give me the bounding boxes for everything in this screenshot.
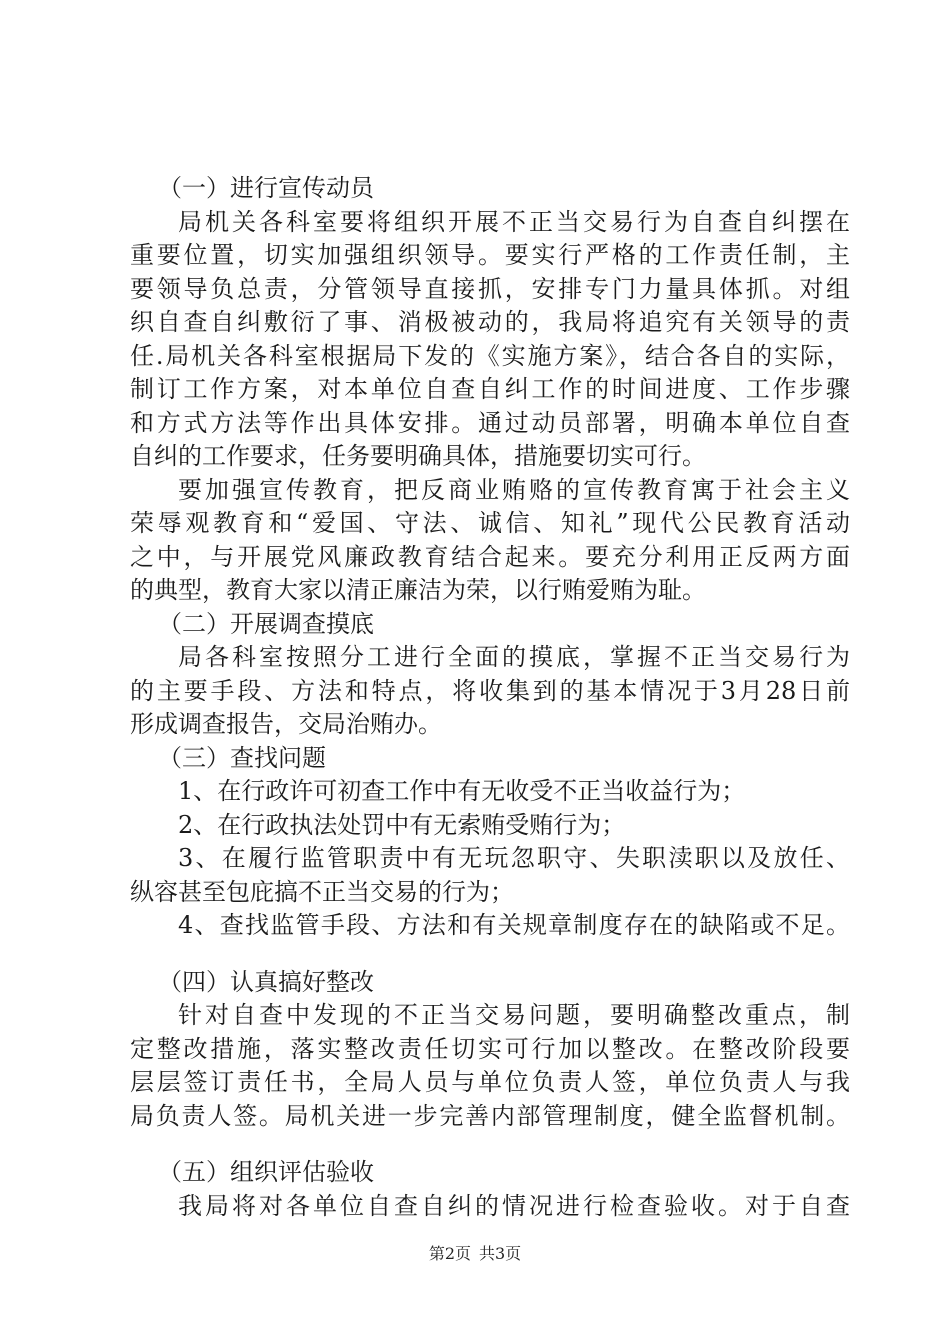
paragraph-5 bbox=[130, 1190, 850, 1224]
text-line: 制订工作方案，对本单位自查自纠工作的时间进度、工作步骤 bbox=[130, 375, 850, 403]
list-item: 3、在履行监管职责中有无玩忽职守、失职渎职以及放任、 bbox=[178, 844, 850, 872]
spacer bbox=[130, 943, 850, 966]
text-line: 任.局机关各科室根据局下发的《实施方案》，结合各自的实际， bbox=[130, 341, 850, 370]
text-line: 织自查自纠敷衍了事、消极被动的，我局将追究有关领导的责 bbox=[130, 308, 850, 336]
page-footer bbox=[0, 1243, 950, 1265]
page-number: 第2页 bbox=[428, 1244, 471, 1263]
text-line: 要领导负总责，分管领导直接抓，安排专门力量具体抓。对组 bbox=[130, 274, 850, 303]
text-line: 重要位置，切实加强组织领导。要实行严格的工作责任制，主 bbox=[130, 241, 850, 269]
text-line: 局各科室按照分工进行全面的摸底，掌握不正当交易行为 bbox=[178, 643, 850, 671]
text-line: 和方式方法等作出具体安排。通过动员部署，明确本单位自查 bbox=[130, 408, 850, 437]
list-item: 2、在行政执法处罚中有无索贿受贿行为； bbox=[178, 810, 626, 839]
paragraph-1 bbox=[130, 206, 850, 474]
list-item: 1、在行政许可初查工作中有无收受不正当收益行为； bbox=[178, 777, 746, 805]
text-line: 形成调查报告，交局治贿办。 bbox=[130, 710, 442, 738]
text-line: 定整改措施，落实整改责任切实可行加以整改。在整改阶段要 bbox=[130, 1034, 850, 1063]
spacer bbox=[130, 1133, 850, 1156]
text-line: 局机关各科室要将组织开展不正当交易行为自查自纠摆在 bbox=[178, 207, 850, 236]
text-line: 要加强宣传教育，把反商业贿赂的宣传教育寓于社会主义 bbox=[178, 475, 850, 504]
section-heading-2: （二）开展调查摸底 bbox=[158, 609, 374, 638]
text-line: 荣辱观教育和“爱国、守法、诚信、知礼”现代公民教育活动 bbox=[130, 509, 850, 537]
section-heading-4: （四）认真搞好整改 bbox=[158, 967, 374, 996]
text-line: 的主要手段、方法和特点，将收集到的基本情况于3月28日前 bbox=[130, 676, 850, 705]
page-total: 共3页 bbox=[479, 1244, 522, 1263]
text-line: 层层签订责任书，全局人员与单位负责人签，单位负责人与我 bbox=[130, 1068, 850, 1096]
list-item: 4、查找监管手段、方法和有关规章制度存在的缺陷或不足。 bbox=[178, 911, 850, 939]
problem-list bbox=[130, 775, 850, 943]
text-line: 自纠的工作要求，任务要明确具体，措施要切实可行。 bbox=[130, 442, 706, 470]
text-line: 我局将对各单位自查自纠的情况进行检查验收。对于自查 bbox=[178, 1191, 850, 1220]
paragraph-3 bbox=[130, 641, 850, 742]
list-item-continuation: 纵容甚至包庇搞不正当交易的行为； bbox=[130, 877, 514, 906]
text-line: 局负责人签。局机关进一步完善内部管理制度，健全监督机制。 bbox=[130, 1101, 850, 1130]
paragraph-4 bbox=[130, 999, 850, 1133]
section-heading-1: （一）进行宣传动员 bbox=[158, 174, 374, 202]
text-line: 针对自查中发现的不正当交易问题，要明确整改重点，制 bbox=[178, 1001, 850, 1029]
section-heading-5: （五）组织评估验收 bbox=[158, 1158, 374, 1186]
text-line: 的典型，教育大家以清正廉洁为荣，以行贿爱贿为耻。 bbox=[130, 576, 706, 604]
section-heading-3: （三）查找问题 bbox=[158, 743, 326, 772]
text-line: 之中，与开展党风廉政教育结合起来。要充分利用正反两方面 bbox=[130, 542, 850, 571]
paragraph-2 bbox=[130, 474, 850, 608]
document-body bbox=[130, 172, 850, 1223]
